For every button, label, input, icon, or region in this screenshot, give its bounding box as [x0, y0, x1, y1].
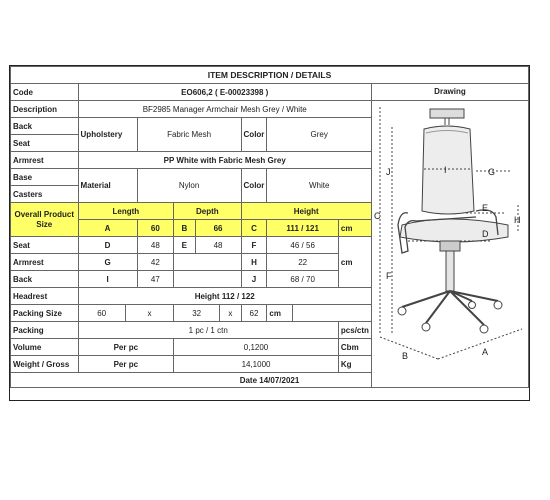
packing-unit: pcs/ctn [338, 322, 371, 339]
weight-unit: Kg [338, 356, 371, 373]
material-color-value: White [267, 169, 372, 203]
packing-x1: x [125, 305, 173, 322]
weight-value: 14,1000 [174, 356, 339, 373]
packing-length: 60 [78, 305, 125, 322]
spec-table [10, 66, 529, 388]
date-text: Date 14/07/2021 [11, 373, 529, 388]
armrest-label: Armrest [11, 152, 79, 169]
letter-a: A [78, 220, 137, 237]
code-label: Code [11, 84, 79, 101]
value-g: 42 [137, 254, 174, 271]
seat-label: Seat [11, 135, 79, 152]
material-color-label: Color [241, 169, 267, 203]
value-f: 46 / 56 [267, 237, 338, 254]
letter-d: D [78, 237, 137, 254]
weight-label: Weight / Gross [11, 356, 79, 373]
base-shape [402, 291, 498, 325]
headrest-shape [430, 109, 464, 118]
drawing-letter-j: J [385, 167, 391, 177]
packing-height: 62 [241, 305, 267, 322]
drawing-letter-h: H [513, 215, 521, 225]
seat-shape [400, 219, 508, 242]
upholstery-label: Upholstery [78, 118, 137, 152]
base-label: Base [11, 169, 79, 186]
drawing-letter-i: I [443, 165, 447, 175]
value-i: 47 [137, 271, 174, 288]
description-label: Description [11, 101, 79, 118]
packing-size-unit: cm [267, 305, 293, 322]
letter-e: E [174, 237, 195, 254]
upholstery-color-value: Grey [267, 118, 372, 152]
value-j: 68 / 70 [267, 271, 338, 288]
letter-g: G [78, 254, 137, 271]
upholstery-value: Fabric Mesh [137, 118, 241, 152]
overall-size-label: Overall Product Size [11, 203, 79, 237]
value-d: 48 [137, 237, 174, 254]
volume-label: Volume [11, 339, 79, 356]
volume-unit: Cbm [338, 339, 371, 356]
upholstery-color-label: Color [241, 118, 267, 152]
letter-b: B [174, 220, 195, 237]
letter-j: J [241, 271, 267, 288]
back-label: Back [11, 118, 79, 135]
packing-x2: x [220, 305, 241, 322]
drawing-letter-e: E [481, 203, 488, 213]
drawing-letter-a: A [481, 347, 488, 357]
seat-dims-label: Seat [11, 237, 79, 254]
drawing-letter-c: C [373, 211, 381, 221]
volume-per: Per pc [78, 339, 174, 356]
casters-label: Casters [11, 186, 79, 203]
packing-label: Packing [11, 322, 79, 339]
depth-label: Depth [174, 203, 241, 220]
value-b: 66 [195, 220, 241, 237]
sheet-title: ITEM DESCRIPTION / DETAILS [11, 67, 529, 84]
armrest-value: PP White with Fabric Mesh Grey [78, 152, 371, 169]
headrest-value: Height 112 / 122 [78, 288, 371, 305]
material-value: Nylon [137, 169, 241, 203]
dims-unit: cm [338, 237, 371, 288]
description-value: BF2985 Manager Armchair Mesh Grey / White [78, 101, 371, 118]
letter-i: I [78, 271, 137, 288]
value-a: 60 [137, 220, 174, 237]
packing-size-label: Packing Size [11, 305, 79, 322]
chair-drawing [372, 101, 528, 381]
backrest-shape [422, 126, 474, 214]
letter-h: H [241, 254, 267, 271]
height-label: Height [241, 203, 371, 220]
letter-f: F [241, 237, 267, 254]
drawing-letter-b: B [401, 351, 408, 361]
value-h: 22 [267, 254, 338, 271]
drawing-title: Drawing [372, 84, 528, 101]
weight-per: Per pc [78, 356, 174, 373]
value-e: 48 [195, 237, 241, 254]
value-c: 111 / 121 [267, 220, 338, 237]
code-row [11, 84, 529, 101]
drawing-letter-f: F [385, 271, 392, 281]
headrest-label: Headrest [11, 288, 79, 305]
drawing-cell [371, 84, 528, 388]
volume-value: 0,1200 [174, 339, 339, 356]
drawing-letter-g: G [487, 167, 495, 177]
code-value: EO606,2 ( E-00023398 ) [78, 84, 371, 101]
title-row [11, 67, 529, 84]
packing-width: 32 [174, 305, 220, 322]
drawing-letter-d: D [481, 229, 489, 239]
spec-sheet [9, 65, 530, 401]
letter-c: C [241, 220, 267, 237]
packing-value: 1 pc / 1 ctn [78, 322, 338, 339]
armrest-dims-label: Armrest [11, 254, 79, 271]
overall-unit: cm [338, 220, 371, 237]
back-dims-label: Back [11, 271, 79, 288]
length-label: Length [78, 203, 174, 220]
material-label: Material [78, 169, 137, 203]
